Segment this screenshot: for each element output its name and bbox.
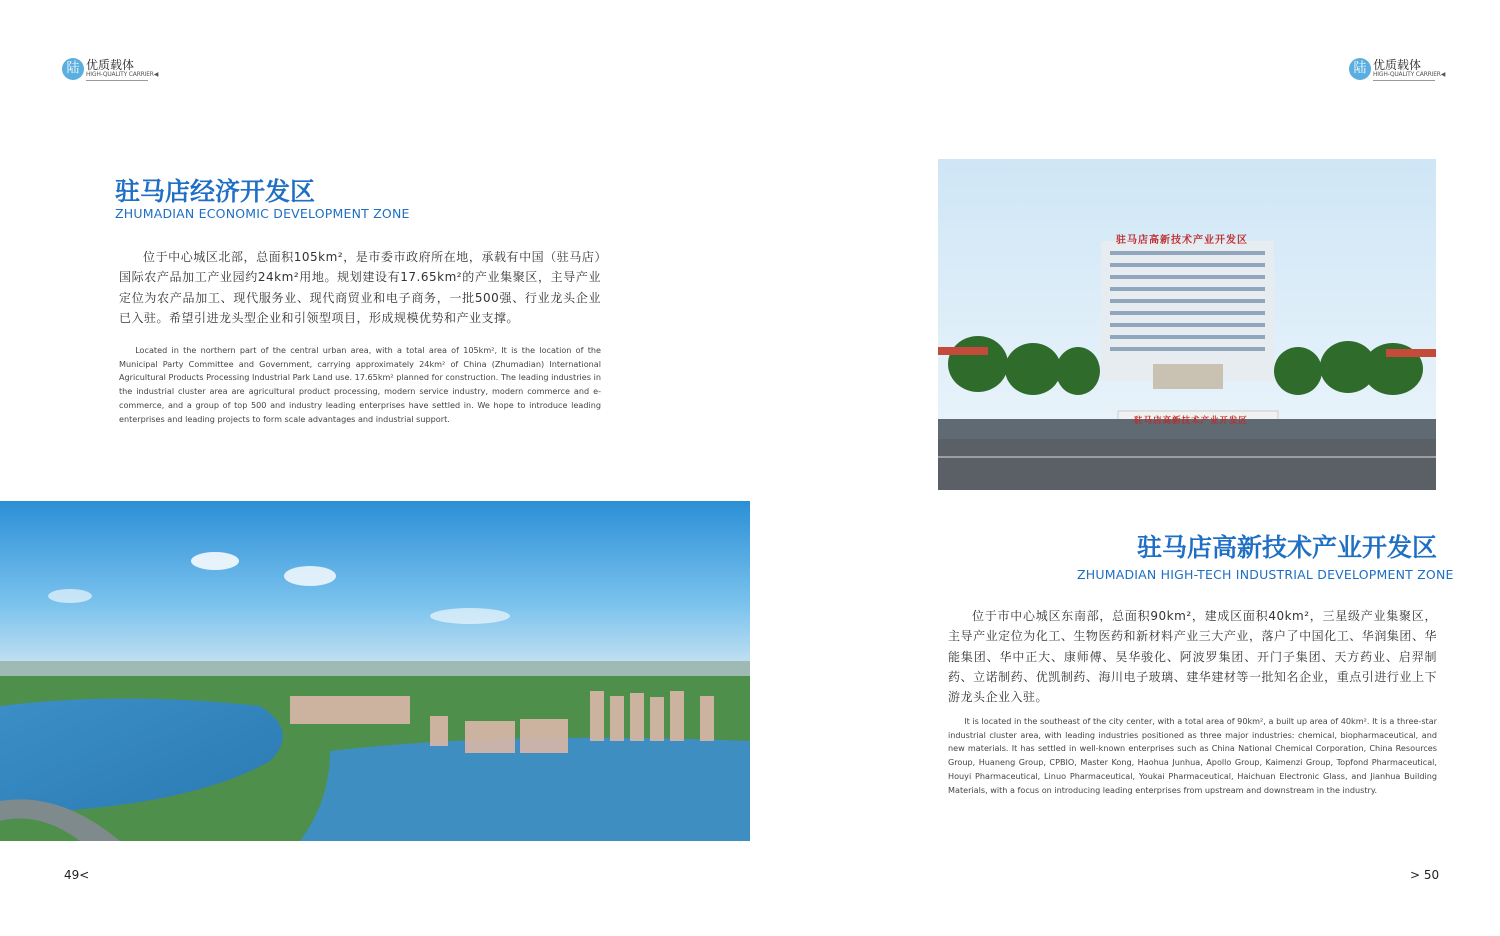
section1-body-en: Located in the northern part of the central urban area, with a total area of 105km², It is the location of the Municipal Party Committee and Government, carrying approximately 24km² of China (Zhumadian) International Agricultural Products Processing Industrial Park Land use. 17.65km² planned for construction. The leading industries in the industrial cluster area are agricultural product processing, modern service industry, modern commerce and e-commerce, and a group of top 500 and industry leading enterprises have settled in. We hope to introduce leading enterprises and leading projects to form scale advantages and industrial support. <box>119 345 601 424</box>
section1-title-cn: 驻马店经济开发区 <box>115 177 316 206</box>
section2-body-cn: 位于市中心城区东南部，总面积90km²，建成区面积40km²，三星级产业集聚区，主导产业定位为化工、生物医药和新材料产业三大产业，落户了中国化工、华润集团、华能集团、华中正大、康师傅、昊华骏化、阿波罗集团、开门子集团、天方药业、启羿制药、立诺制药、优凯制药、海川电子玻璃、建华建材等一批知名企业，重点引进行业上下游龙头企业入驻。 <box>948 609 1437 705</box>
badge-circle-icon: 陆 <box>1349 58 1371 80</box>
page-number-left: 49< <box>64 868 90 882</box>
gate-sign: 驻马店高新技术产业开发区 <box>1134 416 1249 426</box>
badge-title: 优质载体 <box>1373 58 1422 72</box>
aerial-city-photo <box>0 501 750 841</box>
section2-body-en: It is located in the southeast of the city center, with a total area of 90km², a built up area of 40km². It is a three-star industrial cluster area, with leading industries positioned as three major industries: chemical, biopharmaceutical, and new materials. It has settled in well-known enterprises such as China National Chemical Corporation, China Resources Group, Huaneng Group, CPBIO, Master Kong, Haohua Junhua, Apollo Group, Kaimenzi Group, Topfond Pharmaceutical, Houyi Pharmaceutical, Linuo Pharmaceutical, Youkai Pharmaceutical, Haichuan Electronic Glass, and Jianhua Building Materials, with a focus on introducing leading enterprises from upstream and downstream in the industry. <box>948 716 1437 795</box>
section1-title-en: ZHUMADIAN ECONOMIC DEVELOPMENT ZONE <box>115 206 410 221</box>
badge-subtitle: HIGH-QUALITY CARRIER◀ <box>86 71 159 78</box>
badge-subtitle: HIGH-QUALITY CARRIER◀ <box>1373 71 1446 78</box>
badge-circle-icon: 陆 <box>62 58 84 80</box>
section1-body-cn: 位于中心城区北部，总面积105km²，是市委市政府所在地，承载有中国（驻马店）国际农产品加工产业园约24km²用地。规划建设有17.65km²的产业集聚区，主导产业定位为农产品加工、现代服务业、现代商贸业和电子商务，一批500强、行业龙头企业已入驻。希望引进龙头型企业和引领型项目，形成规模优势和产业支撑。 <box>119 250 601 325</box>
badge-underline <box>86 80 148 81</box>
building-roof-sign: 驻马店高新技术产业开发区 <box>1116 235 1248 246</box>
page-number-right: > 50 <box>1410 868 1440 882</box>
badge-underline <box>1373 80 1435 81</box>
badge-title: 优质载体 <box>86 58 135 72</box>
government-building-photo <box>938 159 1436 490</box>
section2-title-en: ZHUMADIAN HIGH-TECH INDUSTRIAL DEVELOPMENT ZONE <box>1077 567 1454 582</box>
section2-title-cn: 驻马店高新技术产业开发区 <box>1137 533 1438 562</box>
